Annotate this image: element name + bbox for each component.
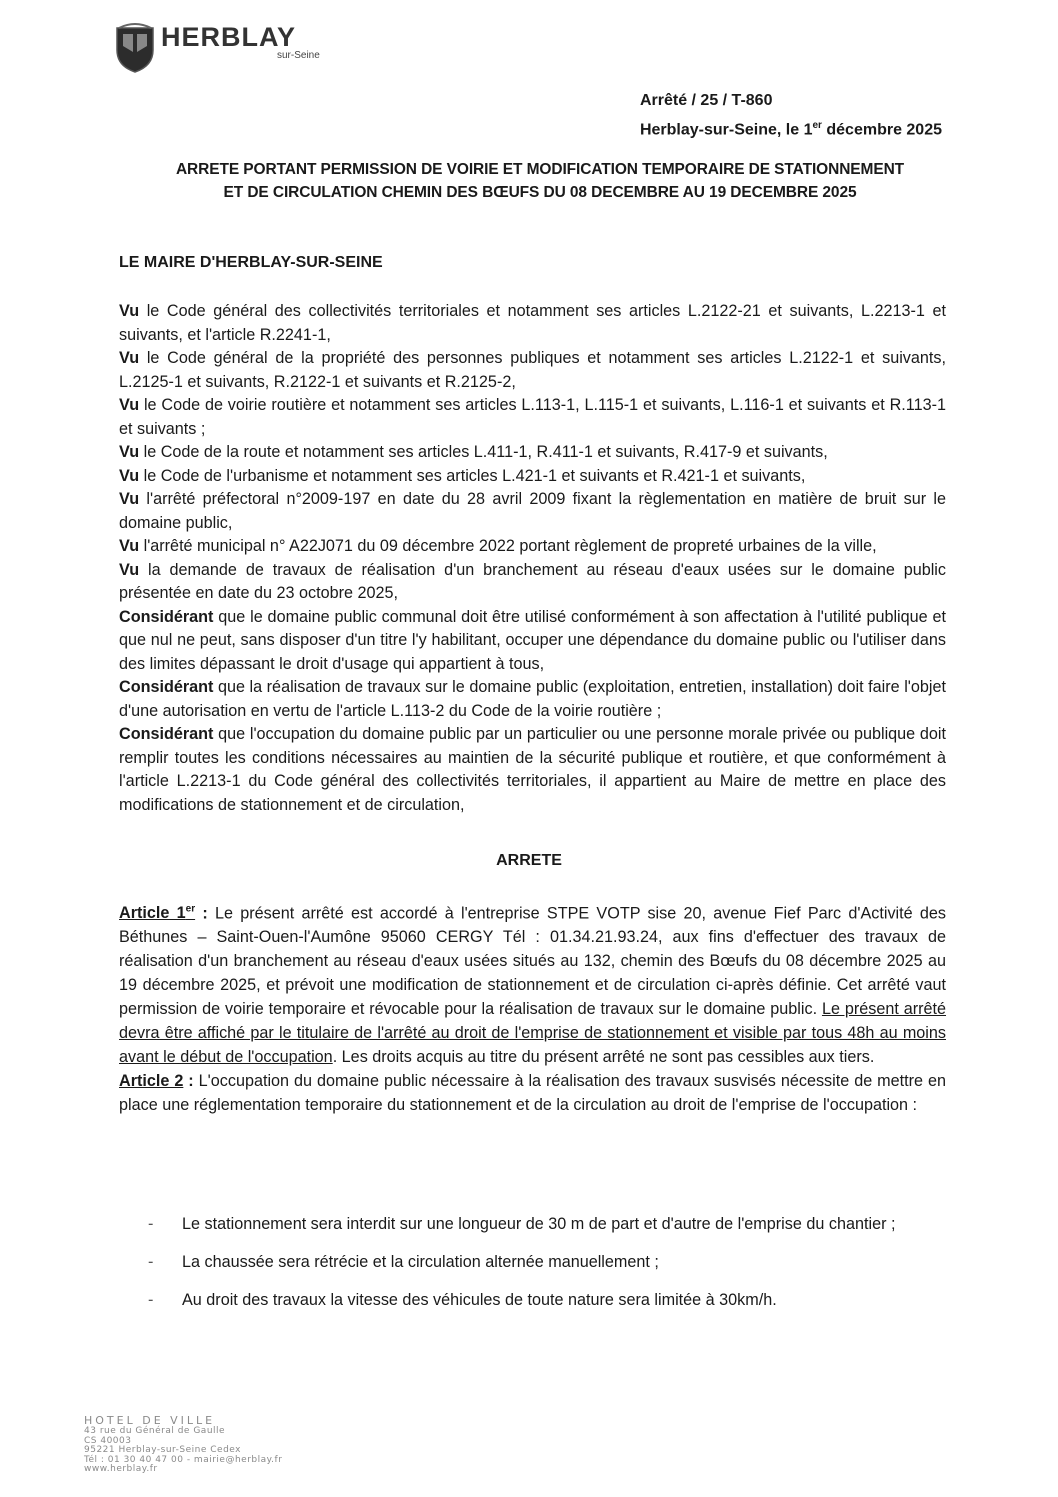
visa-item: Vu le Code de la route et notamment ses articles L.411-1, R.411-1 et suivants, R.417-9 et suivants,	[119, 443, 828, 461]
considerant-item: Considérant que l'occupation du domaine public par un particulier ou une personne morale privée ou publique doit remplir toutes les conditions nécessaires au maintien de la sécurité publique et routière, et que conformément à l'article L.2213-1 du Code général des collectivités territoriales, il appartient au Maire de mettre en place des modifications de stationnement et de circulation,	[119, 725, 946, 814]
article-2-label: Article 2	[119, 1072, 184, 1091]
list-item: - La chaussée sera rétrécie et la circulation alternée manuellement ;	[148, 1244, 946, 1280]
title-line-1: ARRETE PORTANT PERMISSION DE VOIRIE ET MODIFICATION TEMPORAIRE DE STATIONNEMENT	[175, 161, 905, 178]
articles-section	[119, 898, 946, 1117]
decree-title	[100, 158, 980, 204]
logo-subtitle: sur-Seine	[277, 50, 320, 61]
visa-item: Vu le Code général de la propriété des personnes publiques et notamment ses articles L.2122-1 et suivants, L.2125-1 et suivants, R.2122-1 et suivants et R.2125-2,	[119, 349, 946, 391]
article-2: Article 2 : L'occupation du domaine public nécessaire à la réalisation des travaux susvisés nécessite de mettre en place une réglementation temporaire du stationnement et de la circulation au droit de l'emprise de l'occupation :	[119, 1072, 946, 1115]
visas-section	[119, 300, 946, 817]
decree-place-date: Herblay-sur-Seine, le 1er décembre 2025	[639, 120, 942, 139]
visa-item: Vu le Code de voirie routière et notamment ses articles L.113-1, L.115-1 et suivants, L.116-1 et suivants et R.113-1 et suivants ;	[119, 396, 946, 438]
visa-item: Vu l'arrêté préfectoral n°2009-197 en date du 28 avril 2009 fixant la règlementation en matière de bruit sur le domaine public,	[119, 490, 946, 532]
footer-address: 43 rue du Général de Gaulle	[84, 1426, 226, 1436]
footer-contact: Tél : 01 30 40 47 00 - mairie@herblay.fr	[84, 1454, 283, 1465]
footer-city: 95221 Herblay-sur-Seine Cedex	[84, 1445, 241, 1455]
city-crest-icon	[113, 22, 157, 74]
footer-cs: CS 40003	[84, 1435, 132, 1446]
decree-reference	[640, 88, 942, 142]
decree-number: Arrêté / 25 / T-860	[639, 92, 773, 109]
visa-item: Vu le Code général des collectivités territoriales et notamment ses articles L.2122-21 et suivants, L.2213-1 et suivants, et l'article R.2241-1,	[119, 302, 946, 344]
visa-item: Vu la demande de travaux de réalisation d'un branchement au réseau d'eaux usées sur le domaine public présentée en date du 23 octobre 2025,	[119, 560, 946, 602]
herblay-logo	[113, 22, 320, 74]
town-hall-footer	[84, 1415, 282, 1475]
arrete-heading: ARRETE	[496, 852, 562, 869]
list-item: - Au droit des travaux la vitesse des véhicules de toute nature sera limitée à 30km/h.	[148, 1282, 946, 1318]
article-1: Article 1er : Le présent arrêté est accordé à l'entreprise STPE VOTP sise 20, avenue Fief Parc d'Activité des Béthunes – Saint-Ouen-l'Aumône 95060 CERGY Tél : 01.34.21.93.24, aux fins d'effectuer des travaux de réalisation d'un branchement au réseau d'eaux usées situés au 132, chemin des Bœufs du 08 décembre 2025 au 19 décembre 2025, et prévoit une modification de stationnement et de circulation ci-après définie. Cet arrêté vaut permission de voirie temporaire et révocable pour la réalisation de travaux sur le domaine public. Le présent arrêté devra être affiché par le titulaire de l'arrêté au droit de l'emprise de stationnement et visible par tous 48h au moins avant le début de l'occupation. Les droits acquis au titre du présent arrêté ne sont pas cessibles aux tiers.	[119, 904, 947, 1067]
footer-website: www.herblay.fr	[84, 1464, 158, 1474]
article-1-label: Article 1er	[119, 904, 196, 923]
bullet-dash: -	[148, 1291, 154, 1309]
maire-heading: LE MAIRE D'HERBLAY-SUR-SEINE	[119, 254, 383, 271]
footer-heading: HOTEL DE VILLE	[84, 1414, 216, 1427]
visa-item: Vu le Code de l'urbanisme et notamment ses articles L.421-1 et suivants et R.421-1 et suivants,	[119, 466, 806, 485]
bullet-dash: -	[148, 1253, 154, 1271]
visa-item: Vu l'arrêté municipal n° A22J071 du 09 décembre 2022 portant règlement de propreté urbaines de la ville,	[119, 537, 877, 555]
list-item: - Le stationnement sera interdit sur une longueur de 30 m de part et d'autre de l'emprise du chantier ;	[148, 1206, 946, 1242]
article-1-notice: Le présent arrêté devra être affiché par le titulaire de l'arrêté au droit de l'emprise de stationnement et visible par tous 48h au moins avant le début de l'occupation	[119, 1000, 947, 1067]
logo-name: HERBLAY	[161, 22, 297, 52]
considerant-item: Considérant que la réalisation de travaux sur le domaine public (exploitation, entretien, installation) doit faire l'objet d'une autorisation en vertu de l'article L.113-2 du Code de la voirie routière ;	[119, 678, 946, 720]
bullet-dash: -	[148, 1215, 154, 1233]
title-line-2: ET DE CIRCULATION CHEMIN DES BŒUFS DU 08 DECEMBRE AU 19 DECEMBRE 2025	[223, 184, 857, 201]
considerant-item: Considérant que le domaine public communal doit être utilisé conformément à son affectation à l'utilité publique et que nul ne peut, sans disposer d'un titre l'y habilitant, occuper une dépendance du domaine public ou l'utiliser dans des limites dépassant le droit d'usage qui appartient à tous,	[119, 607, 946, 673]
measures-list	[148, 1206, 946, 1320]
